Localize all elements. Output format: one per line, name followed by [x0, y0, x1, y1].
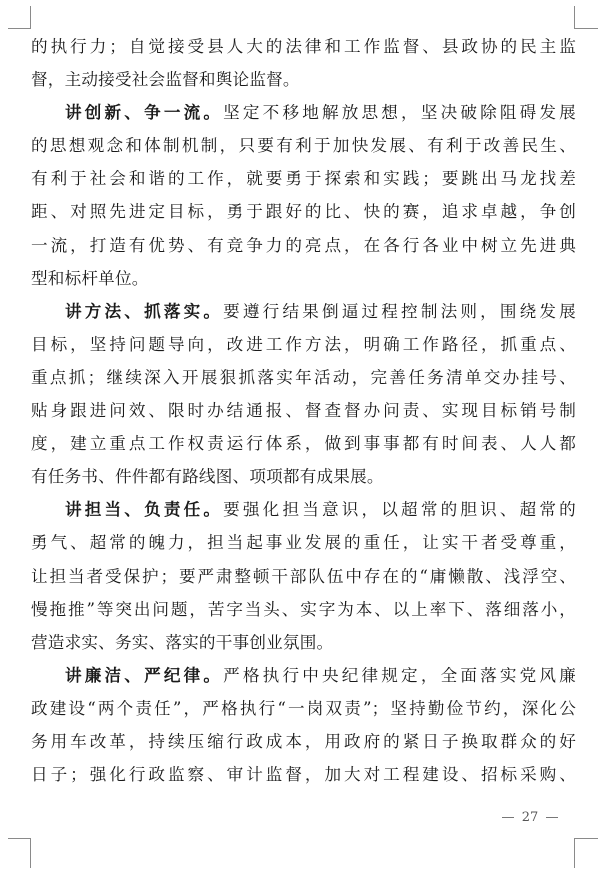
text-run: 严格执行中央纪律规定，全面落实党风廉: [223, 665, 576, 685]
section-heading: 讲担当、负责任。: [65, 499, 224, 520]
text-line: 型和标杆单位。: [31, 268, 149, 288]
text-line: 的执行力；自觉接受县人大的法律和工作监督、县政协的民主监: [31, 37, 576, 56]
crop-mark-bottom-right-h: [574, 838, 598, 839]
crop-mark-bottom-right: [574, 838, 575, 868]
crop-mark-top-left-h: [8, 28, 30, 29]
text-run: 要遵行结果倒逼过程控制法则，围绕发展: [223, 301, 576, 321]
crop-mark-bottom-left: [30, 838, 31, 868]
text-line: 让担当者受保护；要严肃整顿干部队伍中存在的“庸懒散、浅浮空、: [31, 566, 576, 586]
text-line: 营造求实、务实、落实的干事创业氛围。: [31, 632, 334, 652]
text-run: 坚定不移地解放思想，坚决破除阻碍发展: [223, 103, 576, 123]
text-line: 有任务书、件件都有路线图、项项都有成果展。: [31, 467, 384, 487]
page-number-value: 27: [521, 810, 539, 825]
section-heading: 讲廉洁、严纪律。: [65, 664, 224, 685]
text-line: 日子；强化行政监察、审计监督，加大对工程建设、招标采购、: [31, 765, 576, 785]
paragraph-first-line: [31, 493, 576, 526]
page-number-dash-left: [502, 817, 514, 818]
text-line: 慢拖推”等突出问题，苦字当头、实字为本、以上率下、落细落小，: [31, 599, 576, 619]
body-text: [31, 30, 576, 791]
page-number-dash-right: [546, 817, 558, 818]
text-line: 的思想观念和体制机制，只要有利于加快发展、有利于改善民生、: [31, 136, 576, 156]
paragraph-first-line: [31, 96, 576, 129]
section-heading: 讲创新、争一流。: [65, 102, 224, 123]
crop-mark-top-right: [574, 6, 575, 28]
paragraph-first-line: [31, 295, 576, 328]
text-line: 务用车改革，持续压缩行政成本，用政府的紧日子换取群众的好: [31, 731, 576, 751]
text-line: 重点抓；继续深入开展狠抓落实年活动，完善任务清单交办挂号、: [31, 367, 576, 387]
text-line: 有利于社会和谐的工作，就要勇于探索和实践；要跳出马龙找差: [31, 169, 576, 189]
page-number: [480, 810, 580, 825]
text-line: 距、对照先进定目标，勇于跟好的比、快的赛，追求卓越，争创: [31, 202, 576, 222]
text-line: 贴身跟进问效、限时办结通报、督查督办问责、实现目标销号制: [31, 401, 576, 421]
crop-mark-top-right-h: [574, 28, 598, 29]
text-line: 度，建立重点工作权责运行体系，做到事事都有时间表、人人都: [31, 434, 576, 454]
text-line: 勇气、超常的魄力，担当起事业发展的重任，让实干者受尊重，: [31, 533, 576, 553]
section-heading: 讲方法、抓落实。: [65, 300, 224, 321]
text-line: 政建设“两个责任”，严格执行“一岗双责”；坚持勤俭节约，深化公: [31, 698, 576, 718]
text-line: 一流，打造有优势、有竞争力的亮点，在各行各业中树立先进典: [31, 235, 576, 255]
crop-mark-bottom-left-h: [8, 838, 30, 839]
text-line: 目标，坚持问题导向，改进工作方法，明确工作路径，抓重点、: [31, 334, 576, 354]
text-line: 督，主动接受社会监督和舆论监督。: [31, 70, 300, 90]
text-run: 要强化担当意识，以超常的胆识、超常的: [223, 500, 576, 520]
crop-mark-top-left: [30, 6, 31, 29]
paragraph-first-line: [31, 659, 576, 692]
